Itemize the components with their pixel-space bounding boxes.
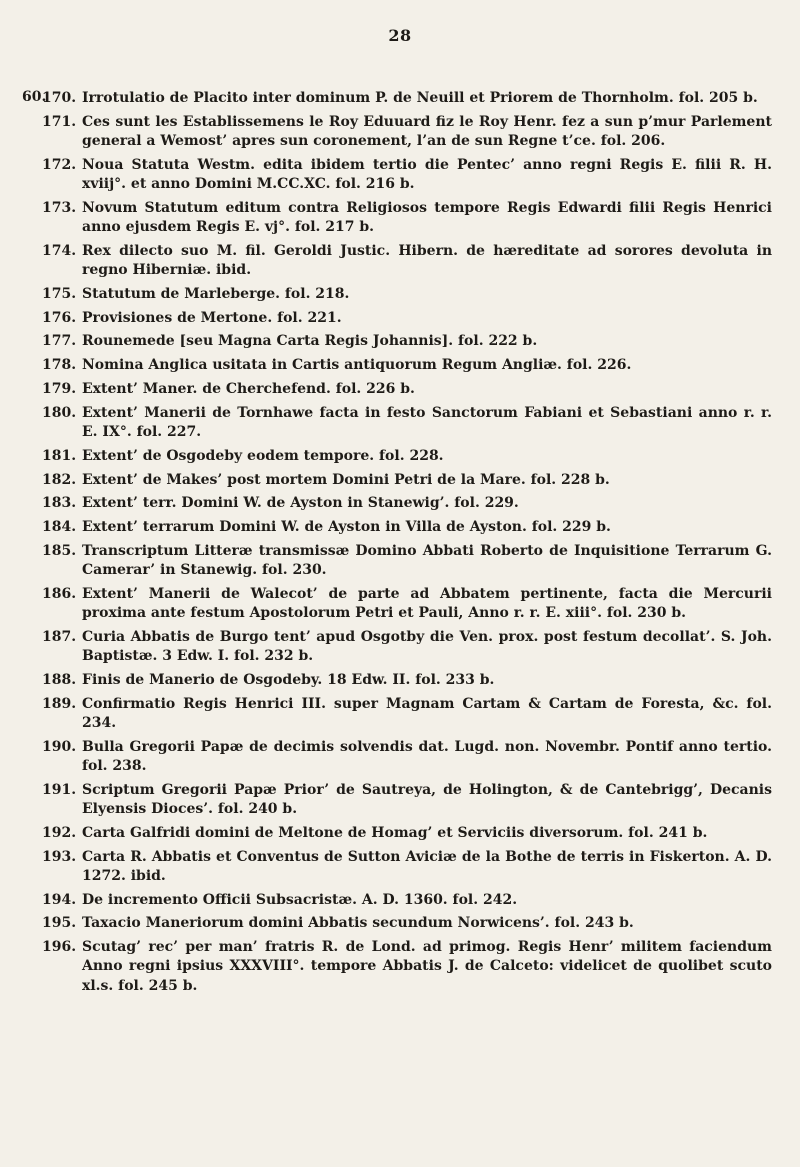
entry-number: 195. [42,915,77,932]
list-item [42,494,772,513]
list-item [42,156,772,194]
entry-number: 193. [42,848,77,865]
entry-text: Extent’ terr. Domini W. de Ayston in Stanewig’. fol. 229. [82,495,519,512]
entry-number: 196. [42,939,77,956]
list-item [42,938,772,996]
list-item [42,824,772,843]
entry-text: Extent’ de Osgodeby eodem tempore. fol. 228. [82,447,444,464]
entry-text: Provisiones de Mertone. fol. 221. [82,309,342,326]
entry-number: 188. [42,671,77,688]
entry-text: Taxacio Maneriorum domini Abbatis secundum Norwicens’. fol. 243 b. [82,915,634,932]
side-number: 60. [22,89,47,105]
list-item [42,914,772,933]
entry-number: 175. [42,285,77,302]
entry-number: 171. [42,113,77,130]
entry-number: 172. [42,156,77,173]
entry-number: 192. [42,824,77,841]
entry-number: 181. [42,447,77,464]
entry-text: Ces sunt les Establissemens le Roy Eduuard fiz le Roy Henr. fez a sun p’mur Parlement general a Wemost’ apres sun coronement, l’an de sun Regne t’ce. fol. 206. [82,113,772,149]
list-item [42,671,772,690]
entry-text: Noua Statuta Westm. edita ibidem tertio die Pentec’ anno regni Regis E. filii R. H. xviij°. et anno Domini M.CC.XC. fol. 216 b. [82,156,772,192]
entry-number: 194. [42,891,77,908]
entry-text: Nomina Anglica usitata in Cartis antiquorum Regum Angliæ. fol. 226. [82,357,632,374]
entry-text: Transcriptum Litteræ transmissæ Domino Abbati Roberto de Inquisitione Terrarum G. Camerar’ in Stanewig. fol. 230. [82,542,772,579]
list-item [42,542,772,580]
list-item [42,242,772,280]
list-item [42,199,772,237]
entry-text: Rounemede [seu Magna Carta Regis Johannis]. fol. 222 b. [82,333,538,350]
entry-number: 185. [42,542,77,559]
list-item [42,113,772,151]
list-item [42,89,772,108]
entry-text: Extent’ Maner. de Cherchefend. fol. 226 b. [82,380,415,397]
entry-text: De incremento Officii Subsacristæ. A. D. 1360. fol. 242. [82,891,518,908]
entry-text: Confirmatio Regis Henrici III. super Magnam Cartam & Cartam de Foresta, &c. fol. 234. [82,695,772,731]
entry-text: Carta Galfridi domini de Meltone de Homag’ et Serviciis diversorum. fol. 241 b. [82,824,708,841]
entry-text: Irrotulatio de Placito inter dominum P. de Neuill et Priorem de Thornholm. fol. 205 b. [82,90,758,106]
list-item [42,309,772,328]
entry-text: Extent’ terrarum Domini W. de Ayston in Villa de Ayston. fol. 229 b. [82,519,611,536]
entry-text: Extent’ Manerii de Tornhawe facta in festo Sanctorum Fabiani et Sebastiani anno r. r. E. IX°. fol. 227. [82,404,772,440]
entry-text: Scutag’ rec’ per man’ fratris R. de Lond. ad primog. Regis Henr’ militem faciendum Anno regni ipsius XXXVIII°. tempore Abbatis J. de Calceto: videlicet de quolibet scuto xl.s. fol. 245 b. [82,939,772,994]
list-item [42,471,772,490]
list-item [42,356,772,375]
entry-text: Extent’ de Makes’ post mortem Domini Petri de la Mare. fol. 228 b. [82,471,610,488]
list-item [42,380,772,399]
list-item [42,585,772,623]
entry-number: 184. [42,519,77,536]
entry-text: Finis de Manerio de Osgodeby. 18 Edw. II. fol. 233 b. [82,671,495,688]
entry-number: 173. [42,199,77,216]
entry-number: 176. [42,309,77,326]
entry-number: 187. [42,628,77,645]
list-item [42,285,772,304]
entry-number: 189. [42,695,77,712]
entry-number: 170. [42,90,77,106]
entry-list [42,89,772,1000]
entry-number: 182. [42,471,77,488]
list-item [42,781,772,819]
entry-text: Rex dilecto suo M. fil. Geroldi Justic. Hibern. de hæreditate ad sorores devoluta in regno Hiberniæ. ibid. [82,242,772,278]
list-item [42,848,772,886]
page-number: 28 [388,26,412,45]
entry-number: 179. [42,380,77,397]
entry-text: Extent’ Manerii de Walecot’ de parte ad Abbatem pertinente, facta die Mercurii proxima ante festum Apostolorum Petri et Pauli, Anno r. r. E. xiii°. fol. 230 b. [82,585,772,622]
list-item [42,891,772,910]
list-item [42,738,772,776]
entry-text: Novum Statutum editum contra Religiosos tempore Regis Edwardi filii Regis Henrici anno ejusdem Regis E. vj°. fol. 217 b. [82,199,772,235]
entry-text: Scriptum Gregorii Papæ Prior’ de Sautreya, de Holington, & de Cantebrigg’, Decanis Elyensis Dioces’. fol. 240 b. [82,781,772,817]
entry-number: 183. [42,495,77,512]
entry-number: 186. [42,585,77,602]
entry-number: 180. [42,404,77,421]
entry-text: Bulla Gregorii Papæ de decimis solvendis dat. Lugd. non. Novembr. Pontif anno tertio. fol. 238. [82,738,772,774]
list-item [42,628,772,666]
entry-number: 190. [42,738,77,755]
list-item [42,404,772,442]
entry-text: Curia Abbatis de Burgo tent’ apud Osgotby die Ven. prox. post festum decollat’. S. Joh. Baptistæ. 3 Edw. I. fol. 232 b. [82,628,772,665]
list-item [42,518,772,537]
entry-text: Statutum de Marleberge. fol. 218. [82,285,350,302]
list-item [42,447,772,466]
entry-number: 178. [42,357,77,374]
list-item [42,332,772,351]
entry-number: 174. [42,242,77,259]
entry-number: 191. [42,781,77,798]
entry-text: Carta R. Abbatis et Conventus de Sutton Aviciæ de la Bothe de terris in Fiskerton. A. D. 1272. ibid. [82,848,772,884]
entry-number: 177. [42,333,77,350]
list-item [42,695,772,733]
